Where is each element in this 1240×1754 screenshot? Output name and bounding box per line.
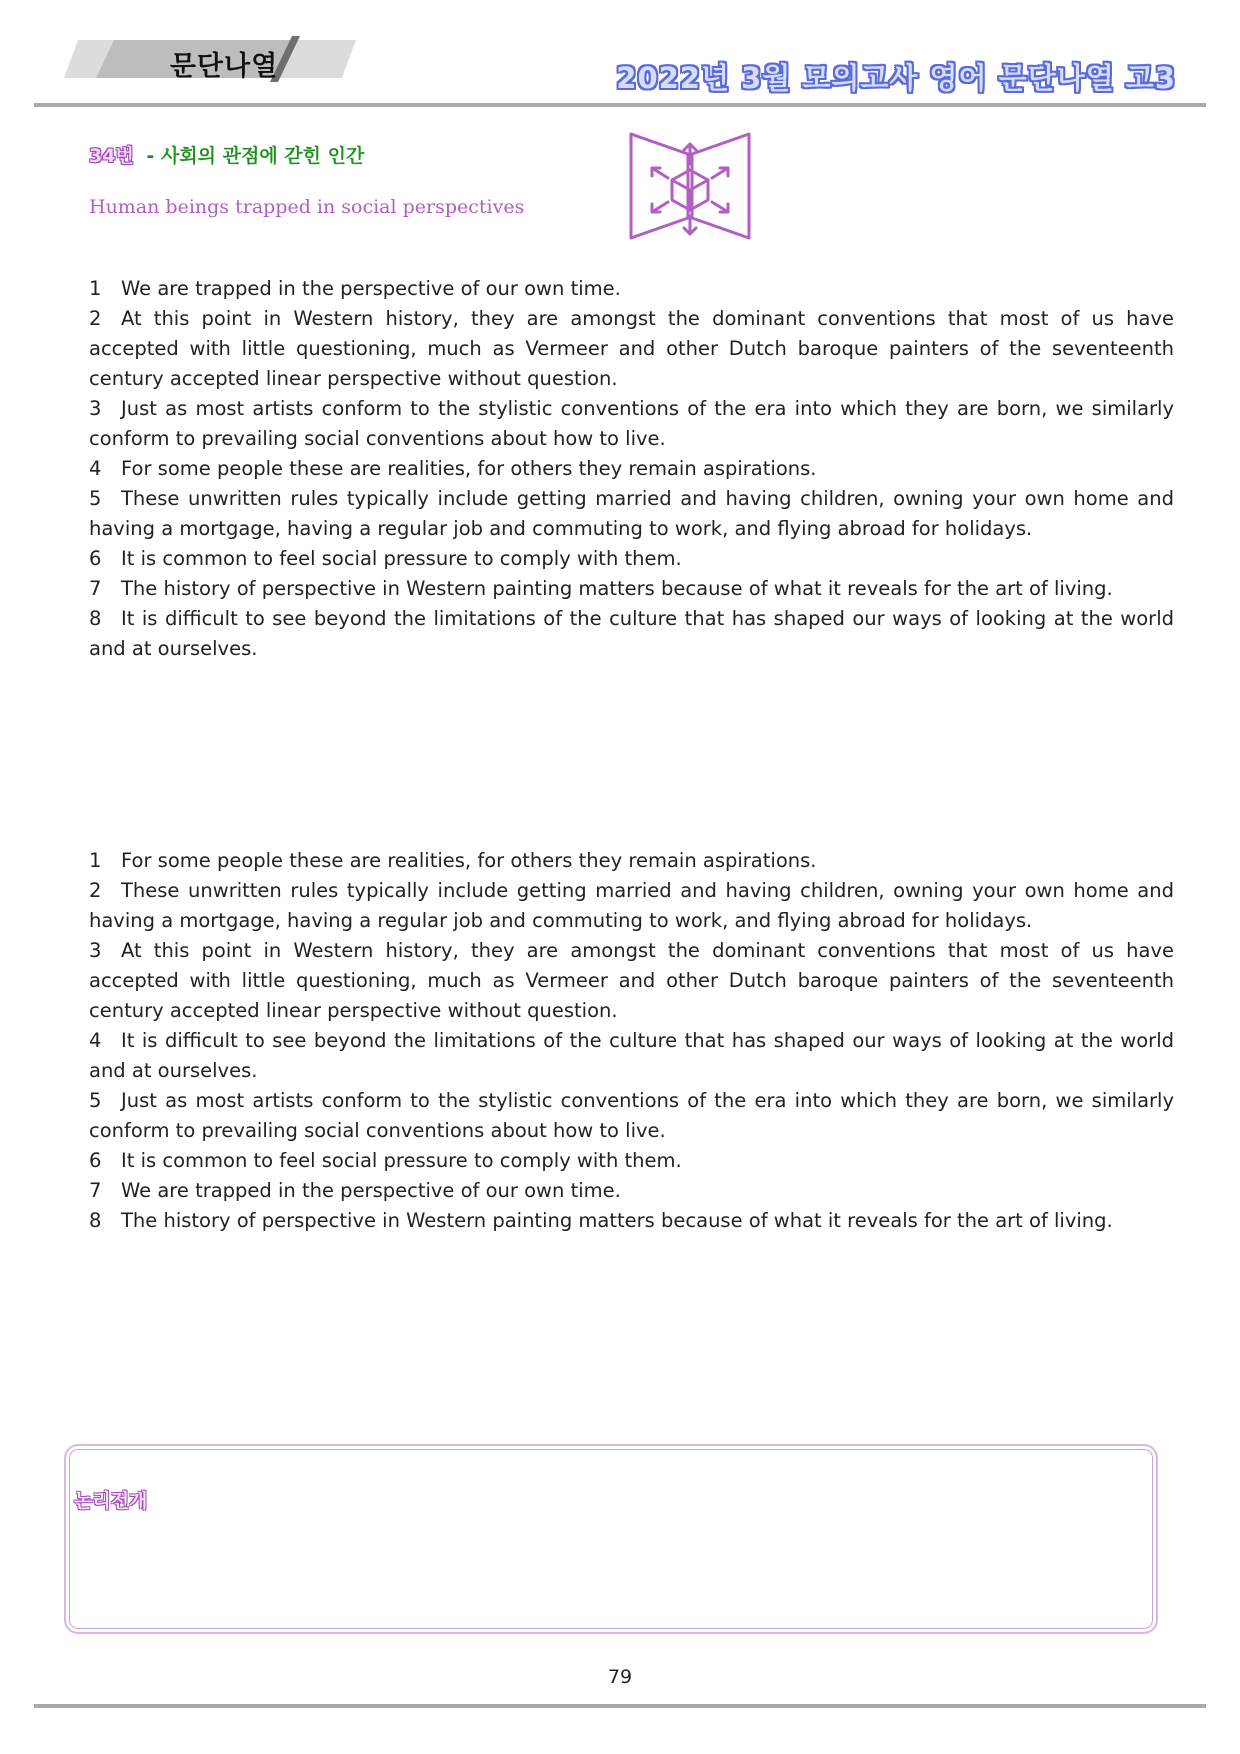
sentence-text: The history of perspective in Western painting matters because of what it reveals for the art of living. <box>121 1209 1113 1232</box>
sentence-text: At this point in Western history, they are amongst the dominant conventions that most of us have accepted with little questioning, much as Vermeer and other Dutch baroque painters of the seventeenth century accepted linear perspective without question. <box>89 307 1174 390</box>
sentence-number: 3 <box>89 397 102 420</box>
sentence-number: 4 <box>89 1029 102 1052</box>
sentence-number: 8 <box>89 607 102 630</box>
header-tab-label: 문단나열 <box>169 51 279 82</box>
original-sentence-list <box>89 274 1174 664</box>
sentence-item <box>89 1086 1174 1146</box>
question-title-en: Human beings trapped in social perspectives <box>89 196 525 218</box>
sentence-number: 7 <box>89 1179 102 1202</box>
sentence-text: We are trapped in the perspective of our own time. <box>121 277 621 300</box>
sentence-item <box>89 394 1174 454</box>
sentence-text: For some people these are realities, for others they remain aspirations. <box>121 849 817 872</box>
sentence-text: It is common to feel social pressure to comply with them. <box>121 1149 682 1172</box>
sentence-item <box>89 1146 1174 1176</box>
sentence-item <box>89 936 1174 1026</box>
sentence-number: 3 <box>89 939 102 962</box>
sentence-text: For some people these are realities, for others they remain aspirations. <box>121 457 817 480</box>
sentence-text: We are trapped in the perspective of our own time. <box>121 1179 621 1202</box>
sentence-text: Just as most artists conform to the stylistic conventions of the era into which they are born, we similarly conform to prevailing social conventions about how to live. <box>89 1089 1174 1142</box>
sentence-text: The history of perspective in Western painting matters because of what it reveals for the art of living. <box>121 577 1113 600</box>
sentence-item <box>89 574 1174 604</box>
sentence-item <box>89 484 1174 544</box>
sentence-item <box>89 604 1174 664</box>
sentence-text: At this point in Western history, they are amongst the dominant conventions that most of us have accepted with little questioning, much as Vermeer and other Dutch baroque painters of the seventeenth century accepted linear perspective without question. <box>89 939 1174 1022</box>
footer-divider <box>34 1704 1206 1708</box>
sentence-number: 6 <box>89 1149 102 1172</box>
sentence-text: Just as most artists conform to the stylistic conventions of the era into which they are born, we similarly conform to prevailing social conventions about how to live. <box>89 397 1174 450</box>
header-divider <box>34 103 1206 107</box>
sentence-number: 1 <box>89 277 102 300</box>
sentence-number: 6 <box>89 547 102 570</box>
sentence-number: 4 <box>89 457 102 480</box>
header-tab <box>64 36 356 82</box>
sentence-item <box>89 1026 1174 1086</box>
question-title-ko: 사회의 관점에 갇힌 인간 <box>160 145 365 167</box>
sentence-number: 5 <box>89 487 102 510</box>
page-number: 79 <box>607 1666 633 1688</box>
sentence-number: 2 <box>89 879 102 902</box>
sentence-item <box>89 304 1174 394</box>
sentence-number: 2 <box>89 307 102 330</box>
sentence-item <box>89 846 1174 876</box>
sentence-number: 1 <box>89 849 102 872</box>
sentence-item <box>89 454 1174 484</box>
sentence-text: It is difficult to see beyond the limitations of the culture that has shaped our ways of looking at the world and at ourselves. <box>89 1029 1174 1082</box>
sentence-item <box>89 274 1174 304</box>
question-number: 34번 <box>89 145 134 167</box>
sentence-number: 8 <box>89 1209 102 1232</box>
sentence-item <box>89 544 1174 574</box>
perspective-cube-icon <box>628 130 752 242</box>
sentence-text: It is difficult to see beyond the limitations of the culture that has shaped our ways of looking at the world and at ourselves. <box>89 607 1174 660</box>
sentence-item <box>89 876 1174 936</box>
reordered-sentence-list <box>89 846 1174 1236</box>
page-header-title: 2022년 3월 모의고사 영어 문단나열 고3 <box>616 61 1176 95</box>
logic-flow-label: 논리전개 <box>74 1490 148 1512</box>
question-title-line <box>89 141 364 168</box>
sentence-item <box>89 1206 1174 1236</box>
sentence-text: These unwritten rules typically include getting married and having children, owning your own home and having a mortgage, having a regular job and commuting to work, and flying abroad for holidays. <box>89 487 1174 540</box>
sentence-text: These unwritten rules typically include getting married and having children, owning your own home and having a mortgage, having a regular job and commuting to work, and flying abroad for holidays. <box>89 879 1174 932</box>
logic-flow-box <box>64 1444 1158 1634</box>
sentence-number: 7 <box>89 577 102 600</box>
sentence-text: It is common to feel social pressure to comply with them. <box>121 547 682 570</box>
sentence-item <box>89 1176 1174 1206</box>
question-dash: - <box>146 145 155 167</box>
sentence-number: 5 <box>89 1089 102 1112</box>
